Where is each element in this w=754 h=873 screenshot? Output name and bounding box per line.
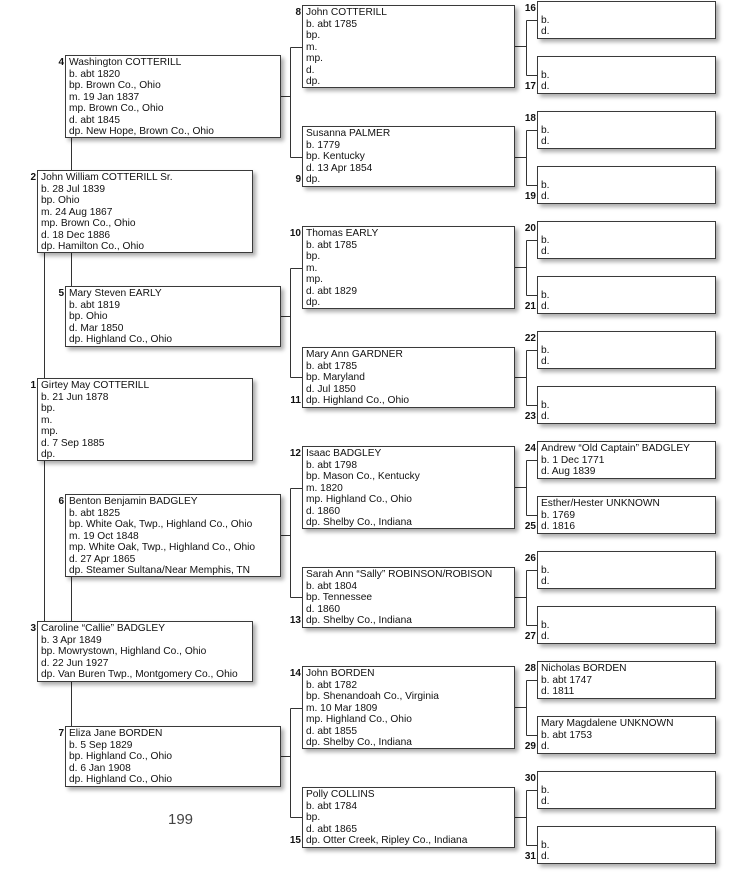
death-date: d. 13 Apr 1854 bbox=[306, 162, 373, 174]
birth-place: bp. bbox=[306, 812, 321, 823]
ahnentafel-number: 16 bbox=[524, 3, 536, 14]
person-box-11 bbox=[290, 347, 515, 408]
marriage-place: mp. Highland Co., Ohio bbox=[306, 494, 412, 505]
person-name bbox=[541, 773, 715, 785]
death-date: d. 22 Jun 1927 bbox=[41, 657, 109, 669]
marriage-date: m. bbox=[41, 414, 53, 426]
birth-date: b. abt 1784 bbox=[306, 800, 357, 812]
birth-date: b. bbox=[541, 399, 550, 411]
ahnentafel-number: 9 bbox=[295, 173, 301, 185]
ahnentafel-number: 14 bbox=[289, 668, 301, 679]
marriage-date: m. 1820 bbox=[306, 482, 343, 494]
birth-date: b. 5 Sep 1829 bbox=[69, 739, 133, 751]
person-name bbox=[541, 168, 715, 180]
ahnentafel-number: 18 bbox=[524, 113, 536, 124]
person-name bbox=[541, 608, 715, 620]
person-name: John COTTERILL bbox=[306, 7, 387, 18]
death-place: dp. Otter Creek, Ripley Co., Indiana bbox=[306, 835, 468, 846]
person-box-31 bbox=[524, 826, 716, 864]
birth-date: b. bbox=[541, 69, 550, 81]
person-box-24 bbox=[524, 441, 716, 479]
birth-date: b. 1 Dec 1771 bbox=[541, 454, 605, 466]
birth-date: b. abt 1798 bbox=[306, 459, 357, 471]
marriage-place: mp. Brown Co., Ohio bbox=[69, 103, 164, 114]
person-name: Mary Ann GARDNER bbox=[306, 349, 403, 360]
ahnentafel-number: 17 bbox=[524, 80, 536, 92]
birth-date: b. bbox=[541, 179, 550, 191]
person-box-25 bbox=[524, 496, 716, 534]
person-box-19 bbox=[524, 166, 716, 204]
marriage-place: mp. Highland Co., Ohio bbox=[306, 714, 412, 725]
birth-place: bp. Brown Co., Ohio bbox=[69, 80, 161, 91]
person-name bbox=[541, 828, 715, 840]
person-box-7 bbox=[58, 726, 281, 787]
death-date: d. bbox=[541, 741, 550, 752]
birth-date: b. abt 1747 bbox=[541, 674, 592, 686]
birth-place: bp. Ohio bbox=[41, 195, 80, 206]
ahnentafel-number: 12 bbox=[289, 448, 301, 459]
death-place: dp. Steamer Sultana/Near Memphis, TN bbox=[69, 565, 251, 576]
birth-place: bp. White Oak, Twp., Highland Co., Ohio bbox=[69, 519, 253, 530]
person-box-27 bbox=[524, 606, 716, 644]
ahnentafel-number: 13 bbox=[289, 614, 301, 626]
birth-date: b. 28 Jul 1839 bbox=[41, 183, 106, 195]
birth-date: b. abt 1785 bbox=[306, 239, 357, 251]
birth-date: b. abt 1820 bbox=[69, 68, 120, 80]
birth-date: b. abt 1785 bbox=[306, 18, 357, 30]
ahnentafel-number: 29 bbox=[524, 740, 536, 752]
person-name bbox=[541, 113, 715, 125]
birth-date: b. abt 1753 bbox=[541, 729, 592, 741]
person-name: Isaac BADGLEY bbox=[306, 448, 382, 459]
birth-date: b. 1779 bbox=[306, 139, 340, 151]
ahnentafel-number: 27 bbox=[524, 630, 536, 642]
death-date: d. bbox=[541, 411, 550, 422]
ahnentafel-number: 5 bbox=[58, 288, 64, 299]
person-name: Girtey May COTTERILL bbox=[41, 380, 150, 391]
marriage-date: m. 19 Jan 1837 bbox=[69, 91, 140, 103]
ahnentafel-number: 11 bbox=[290, 394, 301, 406]
ahnentafel-number: 24 bbox=[524, 443, 536, 454]
birth-place: bp. Kentucky bbox=[306, 151, 365, 162]
person-box-3 bbox=[30, 621, 253, 682]
birth-date: b. bbox=[541, 289, 550, 301]
marriage-place: mp. White Oak, Twp., Highland Co., Ohio bbox=[69, 542, 256, 553]
death-date: d. Aug 1839 bbox=[541, 466, 596, 477]
person-name bbox=[541, 3, 715, 15]
death-date: d. bbox=[541, 576, 550, 587]
person-box-5 bbox=[58, 286, 281, 347]
birth-place: bp. bbox=[41, 403, 56, 414]
ahnentafel-number: 25 bbox=[524, 520, 536, 532]
birth-place: bp. Shenandoah Co., Virginia bbox=[306, 691, 439, 702]
person-name: Thomas EARLY bbox=[306, 228, 379, 239]
death-place: dp. Shelby Co., Indiana bbox=[306, 737, 412, 748]
ahnentafel-number: 23 bbox=[524, 410, 536, 422]
death-date: d. 7 Sep 1885 bbox=[41, 437, 105, 449]
birth-date: b. bbox=[541, 14, 550, 26]
person-box-20 bbox=[524, 221, 716, 259]
death-place: dp. Shelby Co., Indiana bbox=[306, 517, 412, 528]
death-date: d. bbox=[541, 301, 550, 312]
person-box-4 bbox=[58, 55, 281, 138]
birth-date: b. 21 Jun 1878 bbox=[41, 391, 109, 403]
person-name: Nicholas BORDEN bbox=[541, 663, 627, 674]
person-box-9 bbox=[295, 126, 515, 187]
ahnentafel-number: 15 bbox=[289, 834, 301, 846]
person-name: Andrew “Old Captain” BADGLEY bbox=[541, 443, 690, 454]
death-date: d. bbox=[541, 356, 550, 367]
death-date: d. bbox=[541, 246, 550, 257]
death-date: d. 1860 bbox=[306, 603, 340, 615]
ahnentafel-number: 22 bbox=[524, 333, 536, 344]
marriage-date: m. 24 Aug 1867 bbox=[41, 206, 113, 218]
birth-date: b. bbox=[541, 234, 550, 246]
birth-date: b. abt 1785 bbox=[306, 360, 357, 372]
death-place: dp. Shelby Co., Indiana bbox=[306, 615, 412, 626]
ahnentafel-number: 7 bbox=[58, 728, 64, 739]
person-box-10 bbox=[289, 226, 515, 309]
birth-date: b. bbox=[541, 839, 550, 851]
death-date: d. 1816 bbox=[541, 521, 575, 532]
person-box-23 bbox=[524, 386, 716, 424]
death-place: dp. Highland Co., Ohio bbox=[69, 334, 173, 345]
birth-date: b. abt 1819 bbox=[69, 299, 120, 311]
birth-place: bp. bbox=[306, 30, 321, 41]
person-box-15 bbox=[289, 787, 515, 848]
birth-date: b. bbox=[541, 784, 550, 796]
person-box-18 bbox=[524, 111, 716, 149]
page-number: 199 bbox=[168, 811, 194, 828]
person-box-8 bbox=[295, 5, 515, 88]
person-box-17 bbox=[524, 56, 716, 94]
death-date: d. bbox=[541, 136, 550, 147]
ahnentafel-number: 3 bbox=[30, 623, 36, 634]
person-name: Washington COTTERILL bbox=[69, 57, 182, 68]
person-box-14 bbox=[289, 666, 515, 749]
person-box-21 bbox=[524, 276, 716, 314]
death-place: dp. bbox=[306, 174, 321, 185]
person-box-2 bbox=[30, 170, 253, 253]
person-name bbox=[541, 58, 715, 70]
person-name: Caroline “Callie” BADGLEY bbox=[41, 623, 165, 634]
birth-date: b. abt 1825 bbox=[69, 507, 120, 519]
birth-date: b. abt 1782 bbox=[306, 679, 357, 691]
person-name bbox=[541, 333, 715, 345]
person-box-13 bbox=[289, 567, 515, 628]
ahnentafel-number: 10 bbox=[289, 228, 301, 239]
ahnentafel-number: 6 bbox=[58, 496, 64, 507]
person-box-1 bbox=[30, 378, 253, 461]
marriage-place: mp. Brown Co., Ohio bbox=[41, 218, 136, 229]
death-date: d. bbox=[541, 631, 550, 642]
birth-date: b. bbox=[541, 124, 550, 136]
death-date: d. 6 Jan 1908 bbox=[69, 762, 131, 774]
death-date: d. bbox=[541, 191, 550, 202]
person-name: Esther/Hester UNKNOWN bbox=[541, 498, 660, 509]
marriage-place: mp. bbox=[41, 426, 58, 437]
person-name: Sarah Ann “Sally” ROBINSON/ROBISON bbox=[306, 569, 493, 580]
ahnentafel-number: 19 bbox=[524, 190, 536, 202]
birth-place: bp. Ohio bbox=[69, 311, 108, 322]
person-box-30 bbox=[524, 771, 716, 809]
birth-date: b. bbox=[541, 619, 550, 631]
person-name bbox=[541, 223, 715, 235]
person-box-6 bbox=[58, 494, 281, 577]
ahnentafel-number: 26 bbox=[524, 553, 536, 564]
death-place: dp. Highland Co., Ohio bbox=[69, 774, 173, 785]
death-date: d. abt 1865 bbox=[306, 823, 357, 835]
marriage-place: mp. bbox=[306, 53, 323, 64]
birth-date: b. 1769 bbox=[541, 509, 575, 521]
person-name bbox=[541, 553, 715, 565]
ahnentafel-number: 4 bbox=[58, 57, 64, 68]
birth-date: b. abt 1804 bbox=[306, 580, 357, 592]
death-date: d. abt 1845 bbox=[69, 114, 120, 126]
ahnentafel-number: 21 bbox=[524, 300, 536, 312]
death-place: dp. Van Buren Twp., Montgomery Co., Ohio bbox=[41, 669, 238, 680]
birth-place: bp. Highland Co., Ohio bbox=[69, 751, 173, 762]
marriage-date: m. bbox=[306, 262, 318, 274]
birth-place: bp. bbox=[306, 251, 321, 262]
death-place: dp. bbox=[306, 76, 321, 87]
death-date: d. 18 Dec 1886 bbox=[41, 229, 111, 241]
death-date: d. bbox=[541, 81, 550, 92]
birth-place: bp. Mason Co., Kentucky bbox=[306, 471, 420, 482]
ahnentafel-number: 8 bbox=[295, 7, 301, 18]
death-date: d. Mar 1850 bbox=[69, 322, 124, 334]
death-date: d. abt 1829 bbox=[306, 285, 357, 297]
person-name bbox=[541, 388, 715, 400]
death-date: d. bbox=[541, 796, 550, 807]
death-date: d. bbox=[541, 26, 550, 37]
marriage-date: m. bbox=[306, 41, 318, 53]
death-place: dp. Highland Co., Ohio bbox=[306, 395, 410, 406]
death-place: dp. Hamilton Co., Ohio bbox=[41, 241, 145, 252]
death-date: d. Jul 1850 bbox=[306, 383, 356, 395]
person-box-16 bbox=[524, 1, 716, 39]
person-name: Polly COLLINS bbox=[306, 789, 375, 800]
person-name: Susanna PALMER bbox=[306, 128, 391, 139]
ahnentafel-number: 31 bbox=[524, 850, 536, 862]
death-place: dp. bbox=[306, 297, 321, 308]
death-place: dp. New Hope, Brown Co., Ohio bbox=[69, 126, 214, 137]
person-name: John William COTTERILL Sr. bbox=[41, 172, 173, 183]
birth-date: b. 3 Apr 1849 bbox=[41, 634, 102, 646]
person-name: Benton Benjamin BADGLEY bbox=[69, 496, 198, 507]
death-date: d. 27 Apr 1865 bbox=[69, 553, 136, 565]
person-name: Mary Magdalene UNKNOWN bbox=[541, 718, 674, 729]
birth-place: bp. Maryland bbox=[306, 372, 365, 383]
death-date: d. bbox=[541, 851, 550, 862]
person-box-22 bbox=[524, 331, 716, 369]
birth-place: bp. Tennessee bbox=[306, 592, 373, 603]
birth-date: b. bbox=[541, 344, 550, 356]
death-date: d. bbox=[306, 64, 315, 76]
marriage-date: m. 10 Mar 1809 bbox=[306, 702, 378, 714]
person-box-12 bbox=[289, 446, 515, 529]
marriage-place: mp. bbox=[306, 274, 323, 285]
ahnentafel-number: 2 bbox=[30, 172, 36, 183]
ahnentafel-number: 30 bbox=[524, 773, 536, 784]
person-box-29 bbox=[524, 716, 716, 754]
person-name bbox=[541, 278, 715, 290]
birth-date: b. bbox=[541, 564, 550, 576]
ahnentafel-number: 28 bbox=[524, 663, 536, 674]
marriage-date: m. 19 Oct 1848 bbox=[69, 530, 139, 542]
person-name: Mary Steven EARLY bbox=[69, 288, 162, 299]
person-name: Eliza Jane BORDEN bbox=[69, 728, 163, 739]
ahnentafel-number: 20 bbox=[524, 223, 536, 234]
person-box-26 bbox=[524, 551, 716, 589]
death-place: dp. bbox=[41, 449, 56, 460]
person-box-28 bbox=[524, 661, 716, 699]
person-name: John BORDEN bbox=[306, 668, 375, 679]
death-date: d. 1811 bbox=[541, 686, 575, 697]
death-date: d. 1860 bbox=[306, 505, 340, 517]
ahnentafel-number: 1 bbox=[30, 380, 36, 391]
death-date: d. abt 1855 bbox=[306, 725, 357, 737]
birth-place: bp. Mowrystown, Highland Co., Ohio bbox=[41, 646, 207, 657]
